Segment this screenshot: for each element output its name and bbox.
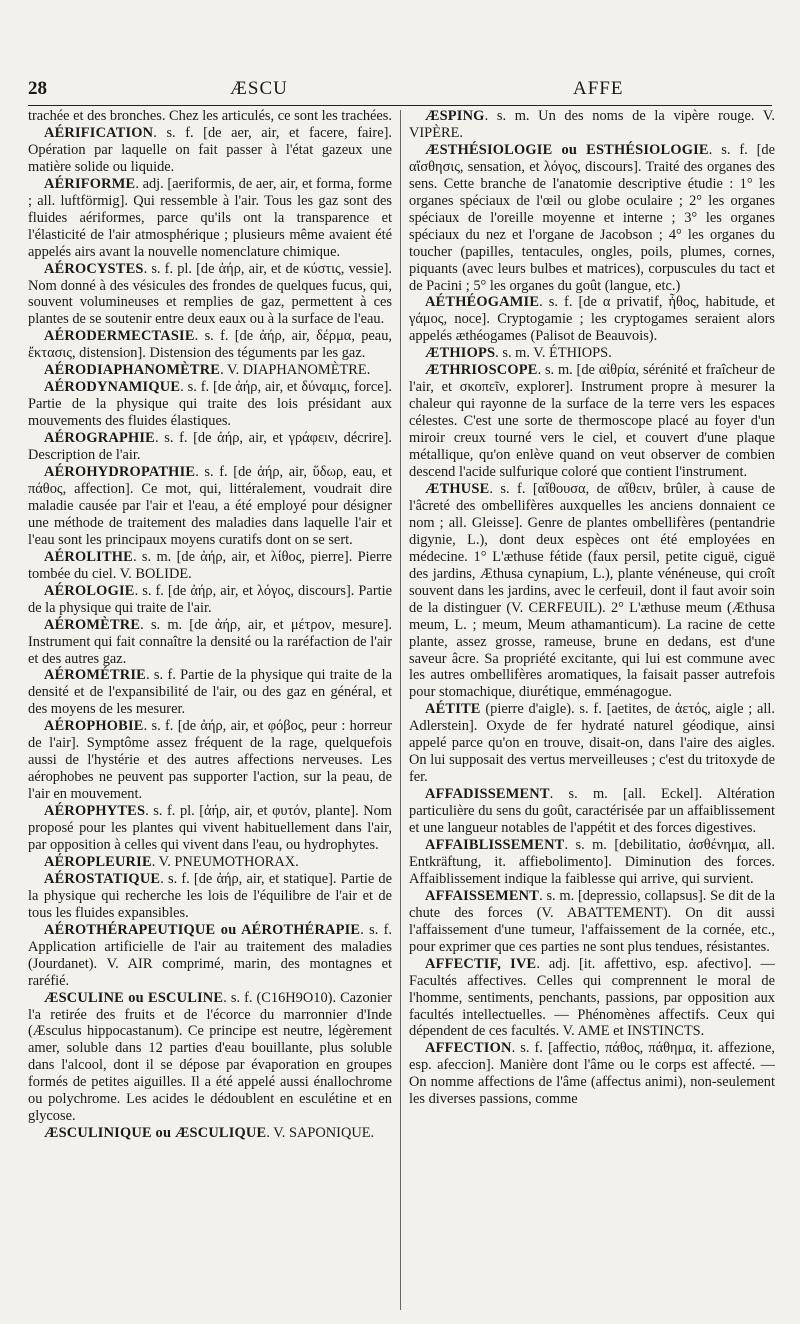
entry-headword: AÉRODYNAMIQUE [44, 379, 181, 396]
entry-headword: ÆSCULINE ou ESCULINE [44, 989, 224, 1006]
entry-headword: AÉTITE [425, 701, 481, 718]
dictionary-entry [28, 549, 392, 583]
header-rule [28, 105, 772, 106]
entry-definition: . adj. [it. affettivo, esp. afectivo]. — Facultés affectives. Celles qui comprennent le moral de l'homme, sentiments, penchants, passions, par opposition aux facultés intellectuelles. — Phénomènes affectifs. Ceux qui dépendent de ces facultés. V. AME et INSTINCTS. [409, 955, 775, 1040]
dictionary-entry [409, 1040, 775, 1108]
entry-definition: . s. m. [de ἀήρ, air, et λίθος, pierre]. Pierre tombée du ciel. V. BOLIDE. [28, 548, 392, 582]
dictionary-entry [409, 142, 775, 295]
entry-headword: AÉROPHYTES [44, 803, 146, 820]
dictionary-entry [28, 176, 392, 261]
dictionary-entry [28, 990, 392, 1126]
entry-headword: AFFECTION [425, 1040, 512, 1057]
entry-headword: AÉRIFORME [44, 175, 136, 192]
dictionary-entry [28, 125, 392, 176]
dictionary-entry [28, 803, 392, 854]
entry-headword: AFFECTIF, IVE [425, 955, 537, 972]
entry-definition: . s. m. [debilitatio, ἀσθένημα, all. Entkräftung, it. affiebolimento]. Diminution des forces. Affaiblissement indique la faiblesse qui arrive, qui survient. [409, 836, 775, 887]
entry-headword: AÉROMÈTRE [44, 616, 141, 633]
dictionary-entry [28, 328, 392, 362]
entry-headword: AÉROPLEURIE [44, 853, 152, 870]
entry-definition: . s. f. [de αἴσθησις, sensation, et λόγος, discours]. Traité des organes des sens. Cette branche de l'anatomie descriptive étudie : 1° les organes spéciaux de l'œil ou globe oculaire ; 2° les organes spéciaux de l'oreille moyenne et interne ; 3° les organes spéciaux du nez et l'organe de Jacobson ; 4° les organes du toucher (papilles, tentacules, ongles, poils, plumes, cornes, piquants (avec leurs bulbes et matrices), corpuscules du tact et de Pacini ; 5° les organes du goût (langue, etc.) [409, 141, 775, 294]
entry-definition: . s. m. Un des noms de la vipère rouge. V. VIPÈRE. [409, 108, 775, 141]
dictionary-entry [409, 108, 775, 142]
dictionary-entry [28, 379, 392, 430]
dictionary-entry [409, 362, 775, 481]
entry-definition: . s. f. Partie de la physique qui traite de la densité et de l'expansibilité de l'air, ou des gaz en général, et des moyens de les mesurer. [28, 667, 392, 718]
entry-headword: ÆTHRIOSCOPE [425, 362, 538, 379]
entry-definition: . s. f. [de ἀήρ, air, et γράφειν, décrire]. Description de l'air. [28, 430, 392, 464]
dictionary-entry [28, 362, 392, 379]
entry-definition: . s. f. [de aer, air, et facere, faire]. Opération par laquelle on fait passer à l'état gazeux une matière solide ou liquide. [28, 124, 392, 175]
dictionary-entry [28, 617, 392, 668]
entry-definition: . s. f. [de α privatif, ἦθος, habitude, et γάμος, noce]. Cryptogamie ; les cryptogames seraient alors appelés æthéogames (Palisot de Beauvois). [409, 294, 775, 345]
entry-headword: AÉROGRAPHIE [44, 430, 155, 447]
entry-definition: . s. f. (C16H9O10). Cazonier l'a retirée des fruits et de l'écorce du marronnier d'Inde (Æsculus hippocastanum). Ce principe est neutre, légèrement amer, soluble dans 12 parties d'eau bouillante, plus soluble dans l'alcool, dont il se dépose par évaporation en groupes formés de petites aiguilles. Il a été appelé aussi énallochrome ou polychrome. Les acides le dédoublent en esculétine et en glycose. [28, 989, 392, 1125]
dictionary-entry [409, 786, 775, 837]
entry-definition: (pierre d'aigle). s. f. [aetites, de ἀετός, aigle ; all. Adlerstein]. Oxyde de fer hydraté naturel géodique, ainsi appelé parce qu'on en trouve, disait-on, dans l'aire des aigles. On lui supposait des vertus merveilleuses ; c'est du tritoxyde de fer. [409, 701, 775, 786]
entry-definition: . s. m. [depressio, collapsus]. Se dit de la chute des forces (V. ABATTEMENT). On dit aussi l'affaissement d'une tumeur, l'affaissement de la cornée, etc., pour exprimer que ces parties ne sont plus tendues, résistantes. [409, 887, 775, 955]
entry-definition: trachée et des bronches. Chez les articulés, ce sont les trachées. [28, 108, 392, 124]
entry-headword: ÆTHUSE [425, 480, 490, 497]
entry-definition: . s. m. [de ἀήρ, air, et μέτρον, mesure]. Instrument qui fait connaître la densité ou la raréfaction de l'air et des autres gaz. [28, 616, 392, 667]
column-divider [400, 110, 401, 1310]
dictionary-entry [409, 701, 775, 786]
entry-headword: AÉROLITHE [44, 548, 133, 565]
entry-headword: ÆSPING [425, 108, 485, 124]
entry-headword: AÉROTHÉRAPEUTIQUE ou AÉROTHÉRAPIE [44, 921, 361, 938]
entry-definition: . s. f. [de ἀήρ, air, et statique]. Partie de la physique qui recherche les lois de l'équilibre de l'air et de tous les fluides expansibles. [28, 870, 392, 921]
dictionary-entry [28, 261, 392, 329]
entry-definition: . V. DIAPHANOMÈTRE. [220, 362, 371, 379]
entry-headword: AÉROHYDROPATHIE [44, 464, 196, 481]
page-number: 28 [28, 78, 47, 99]
entry-definition: . s. f. [de ἀήρ, air, δέρμα, peau, ἔκτασις, distension]. Distension des téguments par les gaz. [28, 328, 392, 362]
entry-definition: . s. m. [all. Eckel]. Altération particulière du sens du goût, caractérisée par un affaiblissement et une langueur notables de l'appétit et des forces digestives. [409, 786, 775, 837]
dictionary-entry [409, 956, 775, 1041]
entry-headword: ÆSTHÉSIOLOGIE ou ESTHÉSIOLOGIE [425, 141, 709, 158]
dictionary-entry [28, 667, 392, 718]
entry-definition: . s. f. Application artificielle de l'air au traitement des maladies (Jourdanet). V. AIR comprimé, marin, des montagnes et raréfié. [28, 921, 392, 989]
dictionary-entry [409, 481, 775, 701]
entry-headword: AÉRODERMECTASIE [44, 328, 195, 345]
dictionary-entry [409, 888, 775, 956]
entry-definition: . s. f. [de ἀήρ, air, et δύναμις, force]. Partie de la physique qui traite des lois présidant aux mouvements des fluides élastiques. [28, 379, 392, 430]
dictionary-entry [28, 1125, 392, 1142]
entry-headword: AÉROCYSTES [44, 260, 144, 277]
entry-headword: AÉROSTATIQUE [44, 870, 161, 887]
right-guide-word: AFFE [573, 78, 624, 99]
dictionary-entry [409, 345, 775, 362]
entry-definition: . s. f. pl. [de ἀήρ, air, et de κύστις, vessie]. Nom donné à des vésicules des frondes de quelques fucus, qui, souvent volumineuses et remplies de gaz, permettent à ces plantes de se soutenir entre deux eaux ou à la surface de l'eau. [28, 260, 392, 328]
entry-definition: . s. f. [αἴθουσα, de αἴθειν, brûler, à cause de l'âcreté des ombellifères auxquelles les anciens donnaient ce nom ; all. Gleisse]. Genre de plantes ombellifères (pentandrie digynie, L.), dont deux espèces ont été employées en médecine. 1° L'æthuse fétide (faux persil, petite ciguë, ciguë des jardins, Æthusa cynapium, L.), plante vénéneuse, qui croît souvent dans les jardins, avec le cerfeuil, dont il faut avoir soin de la distinguer (V. CERFEUIL). 2° L'æthuse meum (Æthusa meum, L. ; meum, Meum athamanticum). La racine de cette plante, assez grosse, rameuse, brune en dedans, est d'une saveur âcre. Sa propriété excitante, qui lui est commune avec les autres ombellifères aromatiques, la faisait passer autrefois pour stomachique, diurétique, emménagogue. [409, 480, 775, 701]
running-header [28, 78, 772, 104]
entry-headword: AÉRIFICATION [44, 124, 154, 141]
entry-headword: AFFAIBLISSEMENT [425, 836, 565, 853]
entry-definition: . s. f. [de ἀήρ, air, ὕδωρ, eau, et πάθος, affection]. Ce mot, qui, littéralement, voudrait dire maladie causée par l'air et l'eau, a été employé pour désigner une méthode de traitement des maladies dans laquelle l'air et l'eau sont les principaux moyens curatifs dont on se sert. [28, 464, 392, 548]
left-column [28, 108, 392, 1312]
entry-headword: ÆSCULINIQUE ou ÆSCULIQUE [44, 1125, 267, 1142]
entry-definition: . s. f. [de ἀήρ, air, et λόγος, discours]. Partie de la physique qui traite de l'air. [28, 582, 392, 616]
dictionary-entry [409, 294, 775, 345]
dictionary-entry [28, 583, 392, 617]
entry-definition: . s. f. pl. [ἀήρ, air, et φυτόν, plante]. Nom proposé pour les plantes qui vivent habituellement dans l'air, par opposition à celles qui vivent dans l'eau, ou hydrophytes. [28, 803, 392, 853]
entry-headword: AÉROPHOBIE [44, 718, 144, 735]
entry-definition: . s. m. [de αἰθρία, sérénité et fraîcheur de l'air, et σκοπεῖν, explorer]. Instrument propre à mesurer la chaleur qui rayonne de la surface de la terre vers les espaces célestes. C'est une sorte de thermoscope placé au foyer d'un miroir creux tourné vers le ciel, et couvert d'une plaque métallique, qu'on enlève quand on veut observer de combien descend l'acide sulfurique coloré que contient l'instrument. [409, 362, 775, 481]
dictionary-entry [28, 718, 392, 803]
entry-headword: AFFAISSEMENT [425, 887, 540, 904]
entry-headword: ÆTHIOPS [425, 345, 496, 362]
entry-headword: AÉTHÉOGAMIE [425, 294, 540, 311]
dictionary-entry [28, 871, 392, 922]
dictionary-entry [28, 854, 392, 871]
entry-definition: . s. f. [de ἀήρ, air, et φόβος, peur : horreur de l'air]. Symptôme assez fréquent de la rage, quelquefois aussi de l'hystérie et des autres affections nerveuses. Les aérophobes ne peuvent pas supporter l'action, sur la peau, de l'air en mouvement. [28, 718, 392, 803]
dictionary-entry [28, 108, 392, 125]
dictionary-entry [28, 464, 392, 549]
entry-headword: AÉROLOGIE [44, 582, 135, 599]
dictionary-entry [28, 922, 392, 990]
entry-headword: AÉROMÉTRIE [44, 667, 146, 684]
entry-headword: AÉRODIAPHANOMÈTRE [44, 362, 221, 379]
dictionary-entry [28, 430, 392, 464]
left-guide-word: ÆSCU [230, 78, 288, 99]
entry-definition: . s. m. V. ÉTHIOPS. [495, 345, 612, 362]
dictionary-entry [409, 837, 775, 888]
entry-definition: . V. PNEUMOTHORAX. [151, 853, 299, 870]
entry-definition: . V. SAPONIQUE. [266, 1125, 375, 1142]
entry-definition: . s. f. [affectio, πάθος, πάθημα, it. affezione, esp. afeccion]. Manière dont l'âme ou le corps est affecté. — On nomme affections de l'âme (affectus animi), non-seulement les diverses passions, comme [409, 1040, 775, 1108]
entry-definition: . adj. [aeriformis, de aer, air, et forma, forme ; all. luftförmig]. Qui ressemble à l'air. Tous les gaz sont des fluides aériformes, parce qu'ils ont la transparence et l'élasticité de l'air atmosphérique ; plusieurs même avaient été appelés airs avant la nouvelle nomenclature chimique. [28, 175, 392, 260]
entry-headword: AFFADISSEMENT [425, 786, 550, 803]
right-column [409, 108, 775, 1312]
